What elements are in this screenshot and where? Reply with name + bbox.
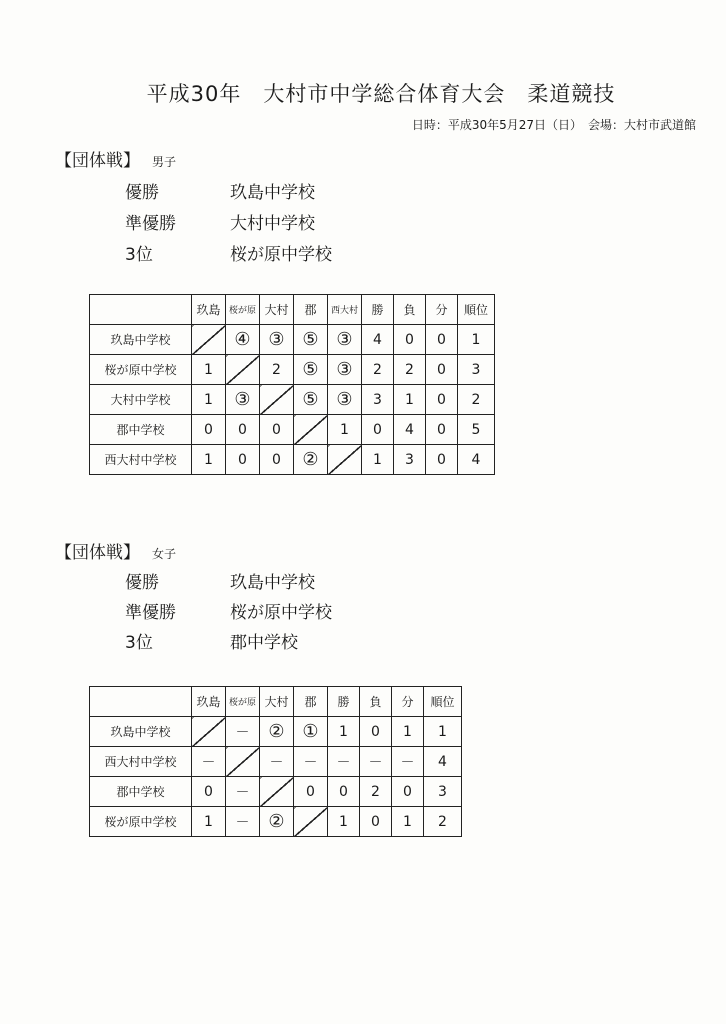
boys-rank-3-label: 3位 [125, 245, 153, 265]
column-header: 負 [394, 295, 426, 325]
result-cell: 0 [192, 415, 226, 445]
result-cell: 4 [424, 747, 462, 777]
result-cell: 1 [192, 355, 226, 385]
boys-rank-1-label: 優勝 [125, 183, 159, 203]
self-match-diagonal-cell [192, 717, 226, 747]
girls-rank-1-label: 優勝 [125, 573, 159, 593]
team-name-cell: 郡中学校 [90, 415, 192, 445]
self-match-diagonal-cell [294, 807, 328, 837]
result-cell: ⑤ [294, 385, 328, 415]
result-cell: ② [260, 807, 294, 837]
result-cell: 0 [426, 355, 458, 385]
column-header: 分 [426, 295, 458, 325]
result-cell: 1 [392, 807, 424, 837]
team-name-cell: 桜が原中学校 [90, 355, 192, 385]
column-header: 郡 [294, 295, 328, 325]
column-header: 順位 [424, 687, 462, 717]
result-cell: 0 [426, 385, 458, 415]
self-match-diagonal-cell [294, 415, 328, 445]
result-cell: 1 [362, 445, 394, 475]
result-cell: ⑤ [294, 355, 328, 385]
table-row [90, 747, 462, 777]
result-cell: 1 [392, 717, 424, 747]
team-name-cell: 郡中学校 [90, 777, 192, 807]
girls-results-table [89, 686, 462, 837]
girls-rank-1-school: 玖島中学校 [230, 573, 315, 593]
result-cell: 3 [394, 445, 426, 475]
result-cell: － [226, 807, 260, 837]
table-row [90, 385, 495, 415]
result-cell: 1 [328, 415, 362, 445]
column-header: 桜が原 [226, 687, 260, 717]
column-header: 分 [392, 687, 424, 717]
girls-rank-2-school: 桜が原中学校 [230, 603, 332, 623]
self-match-diagonal-cell [260, 777, 294, 807]
column-header: 大村 [260, 687, 294, 717]
column-header: 順位 [458, 295, 495, 325]
result-cell: ⑤ [294, 325, 328, 355]
result-cell: 0 [260, 445, 294, 475]
result-cell: － [226, 717, 260, 747]
result-cell: 1 [192, 807, 226, 837]
result-cell: 0 [294, 777, 328, 807]
self-match-diagonal-cell [328, 445, 362, 475]
result-cell: 0 [360, 717, 392, 747]
header-corner [90, 295, 192, 325]
self-match-diagonal-cell [192, 325, 226, 355]
table-row [90, 777, 462, 807]
girls-rank-3-label: 3位 [125, 633, 153, 653]
team-name-cell: 西大村中学校 [90, 747, 192, 777]
boys-rank-2-label: 準優勝 [125, 214, 176, 234]
result-cell: 1 [192, 385, 226, 415]
boys-rank-1-school: 玖島中学校 [230, 183, 315, 203]
boys-section-heading [55, 146, 176, 171]
column-header: 負 [360, 687, 392, 717]
team-name-cell: 玖島中学校 [90, 717, 192, 747]
girls-heading-label: 【団体戦】 [55, 543, 140, 563]
table-row [90, 807, 462, 837]
result-cell: 4 [394, 415, 426, 445]
result-cell: － [328, 747, 360, 777]
self-match-diagonal-cell [260, 385, 294, 415]
boys-gender-label: 男子 [152, 155, 177, 169]
girls-rank-2-label: 準優勝 [125, 603, 176, 623]
result-cell: ② [294, 445, 328, 475]
result-cell: 0 [192, 777, 226, 807]
result-cell: 0 [328, 777, 360, 807]
result-cell: 4 [458, 445, 495, 475]
result-cell: 0 [226, 445, 260, 475]
result-cell: ③ [226, 385, 260, 415]
result-cell: ③ [260, 325, 294, 355]
boys-heading-label: 【団体戦】 [55, 151, 140, 171]
page-title: 平成30年 大村市中学総合体育大会 柔道競技 [146, 82, 616, 106]
result-cell: ② [260, 717, 294, 747]
result-cell: 2 [394, 355, 426, 385]
table-row [90, 325, 495, 355]
result-cell: 0 [394, 325, 426, 355]
boys-rank-2-school: 大村中学校 [230, 214, 315, 234]
result-cell: ③ [328, 355, 362, 385]
column-header: 西大村 [328, 295, 362, 325]
team-name-cell: 大村中学校 [90, 385, 192, 415]
team-name-cell: 西大村中学校 [90, 445, 192, 475]
column-header: 桜が原 [226, 295, 260, 325]
result-cell: － [392, 747, 424, 777]
girls-gender-label: 女子 [152, 547, 177, 561]
result-cell: 2 [260, 355, 294, 385]
column-header: 玖島 [192, 295, 226, 325]
result-cell: 0 [426, 325, 458, 355]
result-cell: ③ [328, 325, 362, 355]
header-row [90, 295, 495, 325]
team-name-cell: 玖島中学校 [90, 325, 192, 355]
result-cell: 1 [328, 717, 360, 747]
result-cell: 1 [424, 717, 462, 747]
result-cell: 1 [328, 807, 360, 837]
result-cell: 0 [426, 445, 458, 475]
self-match-diagonal-cell [226, 747, 260, 777]
result-cell: － [226, 777, 260, 807]
result-cell: 2 [424, 807, 462, 837]
column-header: 勝 [362, 295, 394, 325]
table-row [90, 717, 462, 747]
column-header: 郡 [294, 687, 328, 717]
result-cell: 0 [260, 415, 294, 445]
result-cell: － [192, 747, 226, 777]
result-cell: ③ [328, 385, 362, 415]
result-cell: 0 [426, 415, 458, 445]
result-cell: ④ [226, 325, 260, 355]
result-cell: － [260, 747, 294, 777]
result-cell: 1 [394, 385, 426, 415]
result-cell: 0 [362, 415, 394, 445]
result-cell: 0 [226, 415, 260, 445]
result-cell: ① [294, 717, 328, 747]
result-cell: 2 [362, 355, 394, 385]
result-cell: － [360, 747, 392, 777]
self-match-diagonal-cell [226, 355, 260, 385]
table-row [90, 355, 495, 385]
header-row [90, 687, 462, 717]
boys-results-table [89, 294, 495, 475]
result-cell: － [294, 747, 328, 777]
column-header: 大村 [260, 295, 294, 325]
girls-section-heading [55, 538, 176, 563]
girls-rank-3-school: 郡中学校 [230, 633, 298, 653]
event-date-venue: 日時：平成30年5月27日（日） 会場：大村市武道館 [411, 118, 696, 132]
column-header: 玖島 [192, 687, 226, 717]
header-corner [90, 687, 192, 717]
table-row [90, 415, 495, 445]
team-name-cell: 桜が原中学校 [90, 807, 192, 837]
result-cell: 4 [362, 325, 394, 355]
result-cell: 1 [458, 325, 495, 355]
result-cell: 1 [192, 445, 226, 475]
result-cell: 3 [458, 355, 495, 385]
result-cell: 3 [424, 777, 462, 807]
table-row [90, 445, 495, 475]
column-header: 勝 [328, 687, 360, 717]
result-cell: 2 [458, 385, 495, 415]
result-cell: 5 [458, 415, 495, 445]
boys-rank-3-school: 桜が原中学校 [230, 245, 332, 265]
result-cell: 2 [360, 777, 392, 807]
result-cell: 3 [362, 385, 394, 415]
result-cell: 0 [392, 777, 424, 807]
result-cell: 0 [360, 807, 392, 837]
